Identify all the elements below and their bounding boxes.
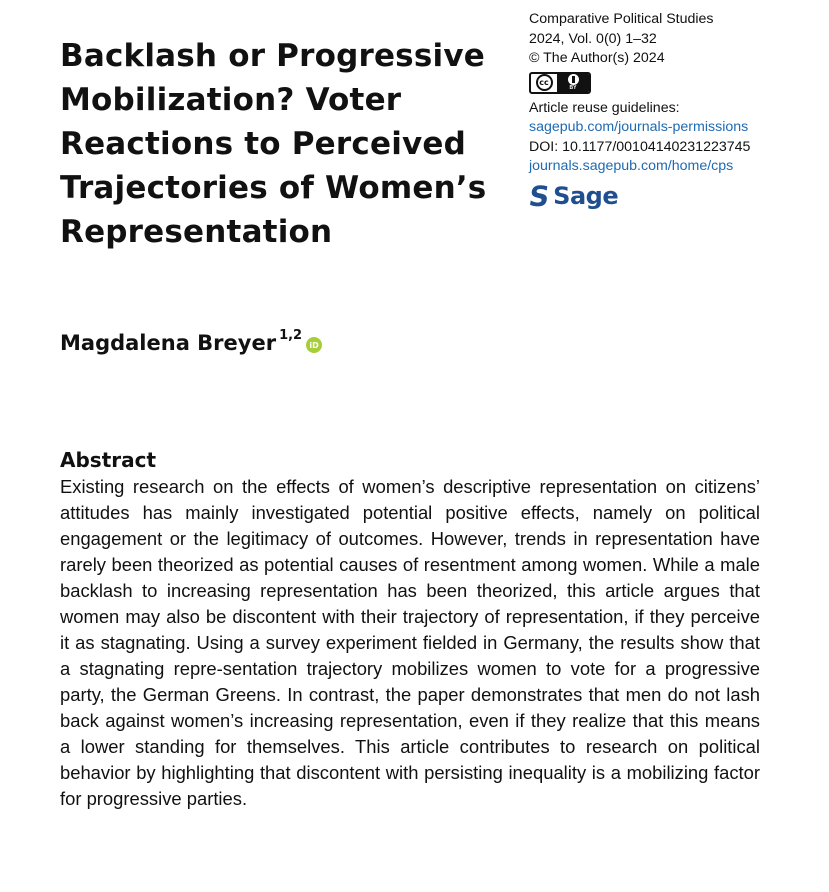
abstract-text: Existing research on the effects of women’s descriptive representation on citizens’ attitudes has mainly investigated potential positive effects, namely on political engagement or the legitimacy of outcomes. However, trends in representation have rarely been theorized as potential causes of resentment among women. While a male backlash to increasing representation has been theorized, this article argues that women may also be discontent with their trajectory of representation, if they perceive it as stagnating. Using a survey experiment fielded in Germany, the results show that a stagnating repre-sentation trajectory mobilizes women to vote for a progressive party, the German Greens. In contrast, the paper demonstrates that men do not lash back against women’s increasing representation, even if they realize that this means a lower standing for themselves. This article contributes to research on political behavior by highlighting that discontent with persisting inequality is a mobilizing factor for progressive parties. <box>60 476 760 809</box>
attribution-person-icon <box>568 74 579 85</box>
orcid-icon[interactable]: iD <box>306 337 322 353</box>
author-line <box>60 328 322 355</box>
journal-name: Comparative Political Studies <box>529 11 714 27</box>
sage-logo <box>526 179 819 213</box>
journal-metadata <box>526 10 819 213</box>
abstract-heading: Abstract <box>60 448 157 472</box>
journal-volume: 2024, Vol. 0(0) 1–32 <box>529 30 657 47</box>
author-name: Magdalena Breyer <box>60 331 277 355</box>
copyright-line: © The Author(s) 2024 <box>529 50 665 66</box>
by-label: BY <box>569 85 577 91</box>
permissions-link[interactable]: sagepub.com/journals-permissions <box>529 119 749 135</box>
journal-homepage-link[interactable]: journals.sagepub.com/home/cps <box>529 158 734 174</box>
doi: DOI: 10.1177/00104140231223745 <box>529 138 751 155</box>
sage-wordmark: Sage <box>553 181 619 210</box>
author-affiliations: 1,2 <box>279 328 303 343</box>
article-title: Backlash or Progressive Mobilization? Voter Reactions to Perceived Trajectories of Women’s Representation <box>60 38 487 250</box>
reuse-label: Article reuse guidelines: <box>529 99 680 116</box>
sage-s-icon: S <box>526 179 552 213</box>
cc-icon: cc <box>536 74 553 91</box>
cc-by-license-icon[interactable] <box>529 72 591 94</box>
